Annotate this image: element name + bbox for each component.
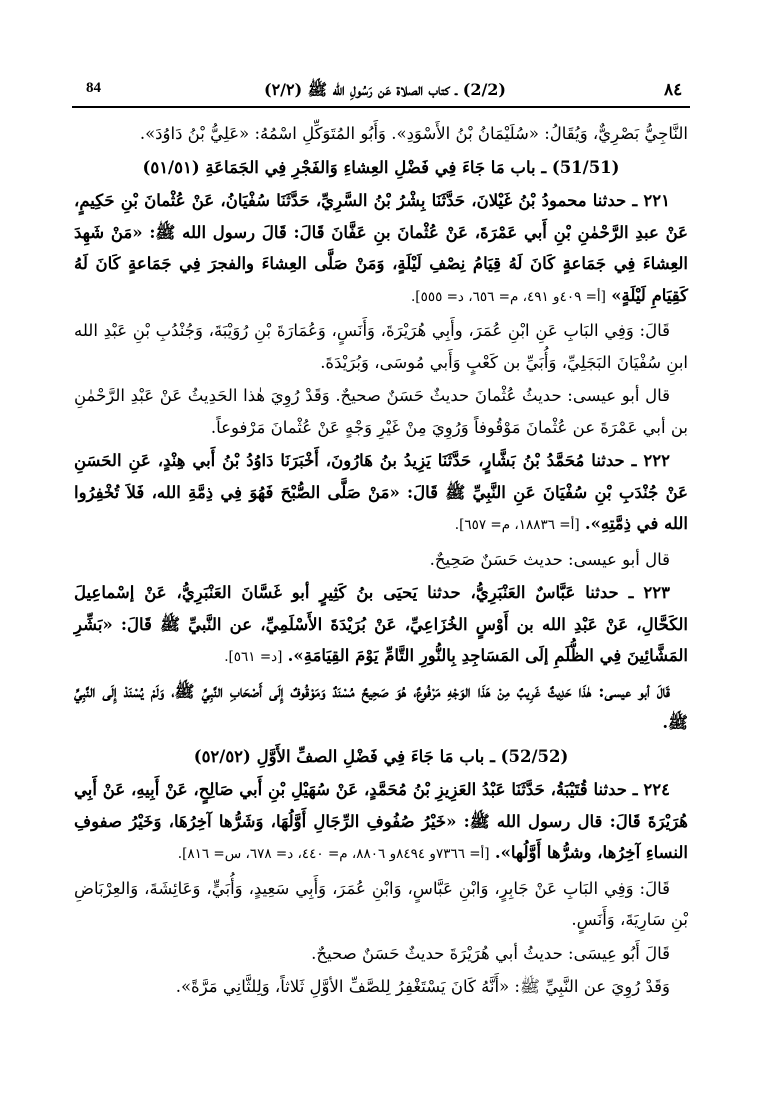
page-body — [74, 118, 688, 1005]
page-number-latin: 84 — [86, 80, 101, 96]
hadith-221 — [74, 185, 688, 313]
paragraph-abu-isa-4: قَالَ أَبُو عِيسَى: حديثُ أبي هُرَيْرَةَ حديثٌ حَسَنٌ صحيحٌ. — [311, 943, 670, 963]
hadith-222-ref: [أ= ١٨٨٣٦، م= ٦٥٧]. — [454, 517, 580, 533]
chapter-heading-52: (52/52) ـ باب مَا جَاءَ فِي فَضْلِ الصفِّ الأَوَّلِ (٥٢/٥٢) — [193, 746, 569, 766]
hadith-221-text: ٢٢١ ـ حدثنا محمودُ بْنُ غَيْلانَ، حَدَّثَنَا بِشْرُ بْنُ السَّرِيِّ، حَدَّثَنَا سُفْيَانُ، عَنْ عُثْمانَ بْنِ حَكِيمٍ، عَنْ عبدِ الرَّحْمٰنِ بْنِ أَبي عَمْرَةَ، عَنْ عُثْمانَ بنِ عَفَّانَ قَالَ: قَالَ رسول الله ﷺ: «مَنْ شَهِدَ العِشاءَ فِي جَمَاعةٍ كَانَ لَهُ قِيَامُ نِصْفِ لَيْلَةٍ، وَمَنْ صَلَّى العِشاءَ والفجرَ فِي جَمَاعةٍ كَانَ لَهُ كَقِيَامِ لَيْلَةٍ» — [74, 191, 688, 305]
paragraph-related: قَالَ: وَفِي البَابِ عَنِ ابْنِ عُمَرَ، وأَبِي هُرَيْرَةَ، وَأَنَسٍ، وَعُمَارَةَ بْنِ رُوَيْبَةَ، وَجُنْدُبِ بْنِ عَبْدِ الله ابنِ سُفْيَانَ البَجَلِيِّ، وَأُبَيِّ بن كَعْبٍ وَأَبي مُوسَى، وَبُرَيْدَةَ. — [74, 321, 688, 372]
paragraph-abu-isa-3: قَالَ أبو عيسى: هٰذَا حَدِيثٌ غَرِيبٌ مِنْ هَذَا الوَجْهِ مَرْفُوعٌ، هُوَ صَحِيحٌ مُسْنَدٌ وَمَوْقُوفٌ إِلَى أَصْحَابِ النَّبِيِّ ﷺ، وَلَمْ يُسْنَدْ إِلَى النَّبِيِّ ﷺ. — [74, 681, 688, 732]
running-header-title: (2/2) ـ كتاب الصلاة عَن رَسُولِ الله ﷺ (٢/٢) — [263, 80, 506, 99]
paragraph-final: وَقَدْ رُوِيَ عن النَّبِيِّ ﷺ: «أَنَّهُ كَانَ يَسْتَغْفِرُ لِلصَّفِّ الأوَّلِ ثَلاثاً، وَلِلثَّانِي مَرَّةً». — [175, 977, 670, 996]
paragraph-related-2: قَالَ: وَفِي البَابِ عَنْ جَابِرٍ، وَابْنِ عَبَّاسٍ، وَابْنِ عُمَرَ، وَأَبِي سَعِيدٍ، وَأُبَيٍّ، وَعَائِشَةَ، وَالعِرْبَاضِ بْنِ سَارِيَةَ، وَأَنَسٍ. — [74, 878, 688, 929]
hadith-223-text: ٢٢٣ ـ حدثنا عَبَّاسٌ العَنْبَرِيُّ، حدثنا يَحيَى بنُ كَثِيرٍ أبو غَسَّانَ العَنْبَرِيُّ، عَنْ إسْماعِيلَ الكَحَّالِ، عَنْ عَبْدِ الله بن أَوْسٍ الخُزَاعِيِّ، عَنْ بُرَيْدَةَ الأَسْلَمِيِّ، عن النَّبيِّ ﷺ قَالَ: «بَشِّرِ المَشَّائِينَ فِي الظُّلَمِ إلَى المَسَاجِدِ بِالنُّورِ التَّامِّ يَوْمَ القِيَامَةِ». — [74, 583, 688, 665]
page-number-arabic: ٨٤ — [664, 80, 683, 99]
hadith-221-ref: [أ= ٤٠٩و ٤٩١، م= ٦٥٦، د= ٥٥٥]. — [411, 288, 606, 305]
paragraph-abu-isa-2: قال أبو عيسى: حديث حَسَنٌ صَحِيحٌ. — [429, 549, 670, 569]
hadith-224-ref: [أ= ٧٣٦٦و ٨٤٩٤و ٨٨٠٦، م= ٤٤٠، د= ٦٧٨، س= ٨١٦]. — [177, 846, 490, 862]
header-rule — [72, 106, 690, 108]
hadith-223-ref: [د= ٥٦١]. — [224, 649, 283, 665]
hadith-223 — [74, 577, 688, 674]
chapter-heading-51: (51/51) ـ باب مَا جَاءَ فِي فَضْلِ العِشاءِ وَالفَجْرِ فِي الجَمَاعَةِ (٥١/٥١) — [142, 157, 620, 177]
hadith-224 — [74, 774, 688, 871]
hadith-224-text: ٢٢٤ ـ حدثنا قُتَيْبَةُ، حَدَّثَنَا عَبْدُ العَزِيزِ بْنُ مُحَمَّدٍ، عَنْ سُهَيْلِ بْنِ أَبي صَالِحٍ، عَنْ أَبِيهِ، عَنْ أَبِي هُرَيْرَةَ قَالَ: قال رسول الله ﷺ: «خَيْرُ صُفُوفِ الرِّجَالِ أَوَّلُهَا، وَشَرُّها آخِرُهَا، وَخَيْرُ صفوفِ النساءِ آخِرُها، وشرُّها أَوَّلُها». — [74, 780, 688, 862]
hadith-222-text: ٢٢٢ ـ حدثنا مُحَمَّدُ بْنُ بَشَّارٍ، حَدَّثَنَا يَزِيدُ بنُ هَارُونَ، أَخْبَرَنَا دَاوُدُ بْنُ أَبي هِنْدٍ، عَنِ الحَسَنِ عَنْ جُنْدَبِ بْنِ سُفْيَانَ عَنِ النَّبِيِّ ﷺ قَالَ: «مَنْ صَلَّى الصُّبْحَ فَهُوَ فِي ذِمَّةِ الله، فَلاَ تُخْفِرُوا الله في ذِمَّتِهِ». — [74, 451, 688, 533]
paragraph-narrator-note: النَّاجِيُّ بَصْرِيٌّ، وَيُقَالُ: «سُلَيْمَانُ بْنُ الأَسْوَدِ». وَأَبُو المُتَوَكِّلِ اسْمُهُ: «عَلِيُّ بْنُ دَاوُدَ». — [139, 124, 688, 143]
paragraph-abu-isa-1: قال أبو عيسى: حديثُ عُثْمانَ حديثٌ حَسَنٌ صحيحٌ. وَقَدْ رُوِيَ هٰذا الحَدِيثُ عَنْ عَبْدِ الرَّحْمٰنِ بن أبي عَمْرَةَ عن عُثْمانَ مَوْقُوفاً وَرُوِيَ مِنْ غَيْرِ وَجْهٍ عَنْ عُثْمانَ مَرْفوعاً. — [74, 386, 688, 437]
hadith-222 — [74, 445, 688, 542]
